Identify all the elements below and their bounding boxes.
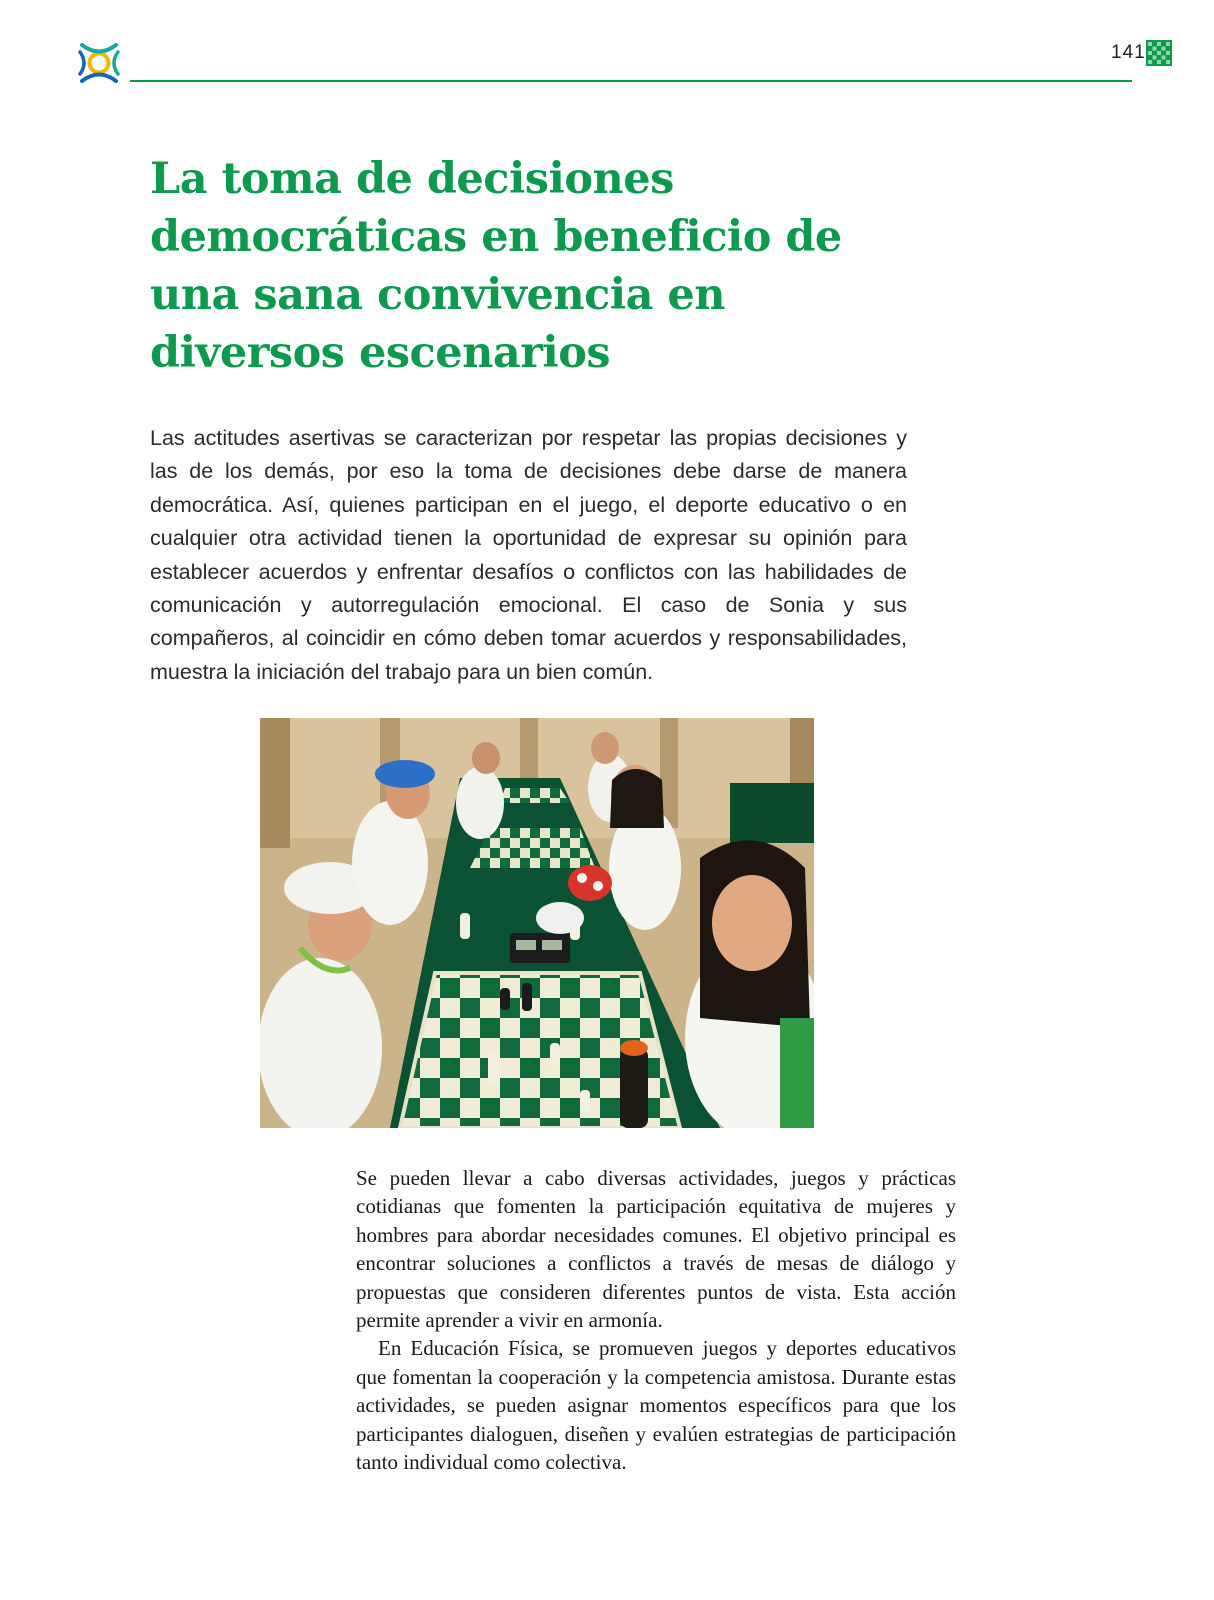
- header-rule: [130, 80, 1132, 82]
- page-title: La toma de decisiones democráticas en beneficio de una sana convivencia en diversos escenarios: [150, 154, 842, 378]
- chess-tournament-photo: [260, 718, 814, 1128]
- body-paragraph: En Educación Física, se promueven juegos y deportes educativos que fomentan la cooperación y la competencia amistosa. Durante estas actividades, se pueden asignar momentos específicos para que los participantes dialoguen, diseñen y evalúen estrategias de participación tanto individual como colectiva.: [356, 1336, 956, 1475]
- body-text: [356, 1164, 956, 1476]
- program-logo-icon: [76, 40, 122, 86]
- body-paragraph: Se pueden llevar a cabo diversas actividades, juegos y prácticas cotidianas que fomenten la participación equitativa de mujeres y hombres para abordar necesidades comunes. El objetivo principal es encontrar soluciones a conflictos a través de mesas de diálogo y propuestas que consideren diferentes puntos de vista. Esta acción permite aprender a vivir en armonía.: [356, 1166, 956, 1333]
- page-number: 141: [1111, 42, 1146, 63]
- intro-paragraph: Las actitudes asertivas se caracterizan por respetar las propias decisiones y las de los demás, por eso la toma de decisiones debe darse de manera democrática. Así, quienes participan en el juego, el deporte educativo o en cualquier otra actividad tienen la oportunidad de expresar su opinión para establecer acuerdos y enfrentar desafíos o conflictos con las habilidades de comunicación y autorregulación emocional. El caso de Sonia y sus compañeros, al coincidir en cómo deben tomar acuerdos y responsabilidades, muestra la iniciación del trabajo para un bien común.: [150, 426, 907, 684]
- corner-pattern-icon: [1146, 40, 1172, 66]
